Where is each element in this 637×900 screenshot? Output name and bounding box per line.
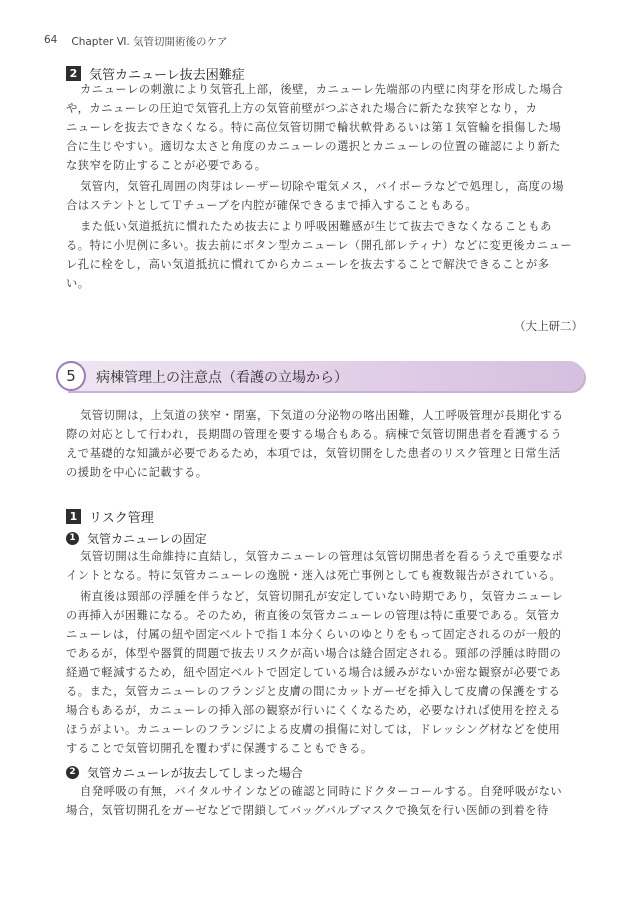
paragraph-line: えで基礎的な知識が必要であるため，本項では，気管切開をした患者のリスク管理と日常生活 [66,447,561,460]
item-heading-cannula-dislodged [66,764,303,781]
paragraph-line: カニューレの刺激により気管孔上部，後壁，カニューレ先端部の内壁に肉芽を形成した場合 [80,83,564,96]
paragraph-line: であるが，体型や器質的問題で抜去リスクが高い場合は縫合固定される。頸部の浮腫は時間の [66,647,562,660]
item-title: 気管カニューレが抜去してしまった場合 [87,766,303,780]
item-heading-cannula-fixation [66,530,207,547]
section-heading-cannula-removal-difficulty [66,64,245,83]
running-head [44,34,228,49]
paragraph-line: イントとなる。特に気管カニューレの逸脱・迷入は死亡事例としても複数報告がされている。 [66,569,562,582]
item-title: 気管カニューレの固定 [87,532,207,546]
item-number-circle: 1 [66,532,79,545]
chapter-running-title: Chapter Ⅵ. 気管切開術後のケア [71,36,228,48]
paragraph-line: することで気管切開孔を覆わずに保護することもできる。 [66,742,373,755]
paragraph-line: 際の対応として行われ，長期間の管理を要する場合もある。病棟で気管切開患者を看護するう [66,428,563,441]
page-number: 64 [44,34,58,46]
paragraph-line: の再挿入が困難になる。そのため，術直後の気管カニューレの管理は特に重要である。気管カ [66,609,561,622]
paragraph-line: る。また，気管カニューレのフランジと皮膚の間にカットガーゼを挿入して皮膚の保護をする [66,685,561,698]
section-title: 気管カニューレ抜去困難症 [89,68,245,83]
paragraph-line: ニューレは，付属の紐や固定ベルトで指１本分くらいのゆとりをもって固定されるのが一般的 [66,628,562,641]
paragraph-line: や，カニューレの圧迫で気管孔上方の気管前壁がつぶされた場合に新たな狭窄となり，カ [66,102,538,115]
section-number-badge: 2 [66,66,81,81]
section-title: リスク管理 [89,511,154,526]
paragraph-line: 合はステントとしてＴチューブを内腔が確保できるまで挿入することもある。 [66,199,478,212]
paragraph-line: 場合もあるが，カニューレの挿入部の観察が行いにくくなるため，必要なければ使用を控える [66,704,561,717]
paragraph-line: い。 [66,277,90,290]
author-credit: （大上研二） [514,319,583,333]
paragraph-line: る。特に小児例に多い。抜去前にボタン型カニューレ（開孔部レティナ）などに変更後カニュー [66,239,573,252]
paragraph-line: また低い気道抵抗に慣れたため抜去により呼吸困難感が生じて抜去できなくなることもあ [80,220,552,233]
paragraph-line: の援助を中心に記載する。 [66,466,208,479]
paragraph-line: 気管切開は，上気道の狭窄・閉塞，下気道の分泌物の喀出困難，人工呼吸管理が長期化する [80,409,564,422]
chapter-number-circle: 5 [56,361,86,391]
paragraph-line: ほうがよい。カニューレのフランジによる皮膚の損傷に対しては，ドレッシング材などを使用 [66,723,561,736]
paragraph-line: 合に生じやすい。適切な太さと角度のカニューレの選択とカニューレの位置の確認により新た [66,140,562,153]
section-heading-risk-management [66,507,154,526]
paragraph-line: 場合，気管切開孔をガーゼなどで閉鎖してバッグバルブマスクで換気を行い医師の到着を待 [66,804,549,817]
paragraph-line: ニューレを抜去できなくなる。特に高位気管切開で輪状軟骨あるいは第１気管輪を損傷した場 [66,121,562,134]
section-number-badge: 1 [66,509,81,524]
chapter-heading-band [56,361,584,391]
paragraph-line: 気管切開は生命維持に直結し，気管カニューレの管理は気管切開患者を看るうえで重要なポ [80,550,564,563]
item-number-circle: 2 [66,766,79,779]
paragraph-line: な狭窄を防止することが必要である。 [66,159,267,172]
paragraph-line: 気管内，気管孔周囲の肉芽はレーザー切除や電気メス，バイポーラなどで処理し，高度の場 [80,180,565,193]
paragraph-line: 術直後は頸部の浮腫を伴うなど，気管切開孔が安定していない時期であり，気管カニューレ [80,590,564,603]
paragraph-line: 自発呼吸の有無，バイタルサインなどの確認と同時にドクターコールする。自発呼吸がない [80,785,563,798]
paragraph-line: レ孔に栓をし，高い気道抵抗に慣れてからカニューレを抜去することで解決できることが多 [66,258,550,271]
paragraph-line: 経過で軽減するため，紐や固定ベルトで固定している場合は緩みがないか密な観察が必要であ [66,666,562,679]
chapter-title: 病棟管理上の注意点（看護の立場から） [96,370,348,386]
